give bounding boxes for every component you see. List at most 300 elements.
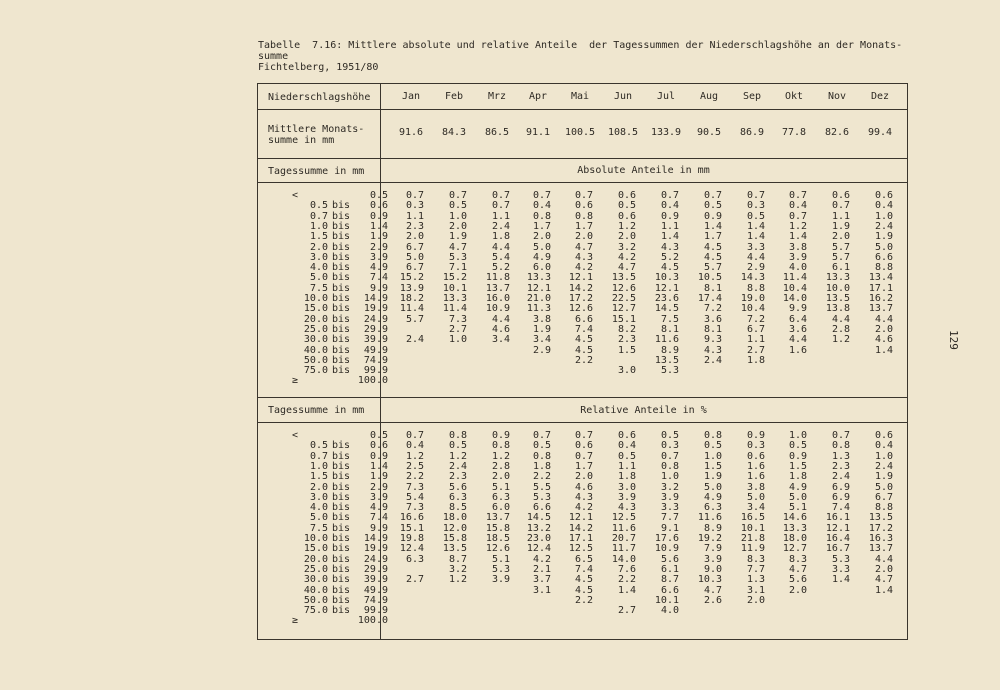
absolute-value: 4.4 — [491, 241, 510, 253]
absolute-value: 1.5 — [617, 344, 636, 356]
relative-value: 14.0 — [611, 553, 636, 565]
class-lo: 7.5 — [309, 282, 328, 294]
absolute-value: 0.5 — [746, 210, 765, 222]
mean-label: Mittlere Monats- summe in mm — [268, 124, 365, 146]
absolute-value: 13.8 — [825, 303, 850, 315]
class-hi: 7.4 — [369, 272, 388, 284]
absolute-value: 1.8 — [491, 231, 510, 243]
absolute-value: 0.7 — [831, 200, 850, 212]
relative-value: 4.3 — [617, 502, 636, 514]
header-first-col: Niederschlagshöhe — [268, 92, 371, 103]
absolute-value: 5.2 — [491, 262, 510, 274]
precip-class-label — [268, 471, 388, 483]
relative-value: 12.0 — [442, 522, 467, 534]
absolute-value: 0.4 — [874, 200, 893, 212]
class-hi: 24.9 — [363, 553, 388, 565]
month-header: Sep — [742, 91, 762, 102]
class-hi: 4.9 — [369, 262, 388, 274]
class-lo: 0.7 — [309, 450, 328, 462]
absolute-value: 2.0 — [405, 231, 424, 243]
absolute-value: 13.7 — [868, 303, 893, 315]
absolute-value: 5.0 — [405, 251, 424, 263]
relative-value: 5.6 — [448, 481, 467, 493]
class-bis: bis — [331, 460, 351, 472]
absolute-value: 14.5 — [654, 303, 679, 315]
relative-value: 2.5 — [405, 460, 424, 472]
relative-value: 0.5 — [660, 430, 679, 441]
absolute-value: 7.2 — [746, 313, 765, 325]
absolute-value: 8.2 — [617, 323, 636, 335]
class-lo: 15.0 — [303, 303, 328, 315]
relative-value: 6.9 — [831, 491, 850, 503]
class-bis: bis — [331, 220, 351, 232]
relative-value: 4.2 — [574, 502, 593, 514]
absolute-value: 12.6 — [568, 303, 593, 315]
relative-value: 13.5 — [442, 543, 467, 555]
relative-value: 1.3 — [831, 450, 850, 462]
absolute-value: 0.5 — [448, 200, 467, 212]
class-op: < — [291, 430, 298, 441]
absolute-value: 1.9 — [532, 323, 551, 335]
absolute-value: 13.3 — [442, 293, 467, 304]
relative-value: 13.5 — [868, 512, 893, 524]
mean-value: 91.1 — [525, 127, 551, 138]
relative-value: 0.8 — [660, 460, 679, 472]
absolute-value: 13.7 — [485, 282, 510, 294]
relative-value: 16.6 — [399, 512, 424, 524]
class-bis: bis — [331, 605, 351, 617]
relative-value: 4.9 — [788, 481, 807, 493]
class-hi: 39.9 — [363, 334, 388, 346]
absolute-value: 19.0 — [740, 293, 765, 304]
relative-value: 4.5 — [574, 574, 593, 586]
absolute-value: 0.9 — [660, 210, 679, 222]
row-divider — [258, 109, 907, 110]
absolute-value: 1.8 — [746, 354, 765, 366]
relative-col-label: Tagessumme in mm — [268, 405, 365, 416]
relative-value: 2.0 — [746, 594, 765, 606]
class-hi: 1.4 — [369, 460, 388, 472]
absolute-value: 1.0 — [448, 210, 467, 222]
relative-value: 3.0 — [617, 481, 636, 493]
mean-value: 86.5 — [484, 127, 510, 138]
absolute-value: 0.5 — [617, 200, 636, 212]
class-bis: bis — [331, 323, 351, 335]
relative-value: 1.1 — [617, 460, 636, 472]
relative-value: 6.3 — [491, 491, 510, 503]
class-lo: 7.5 — [309, 522, 328, 534]
absolute-value: 11.8 — [485, 272, 510, 284]
class-hi: 2.9 — [369, 481, 388, 493]
relative-value: 16.3 — [868, 533, 893, 544]
class-hi: 49.9 — [363, 344, 388, 356]
class-bis: bis — [331, 481, 351, 493]
absolute-value: 6.7 — [405, 241, 424, 253]
absolute-value: 0.7 — [788, 190, 807, 201]
absolute-value: 5.7 — [405, 313, 424, 325]
absolute-value: 5.7 — [703, 262, 722, 274]
relative-value: 12.7 — [782, 543, 807, 555]
class-bis: bis — [331, 440, 351, 452]
relative-value: 10.9 — [654, 543, 679, 555]
relative-value: 3.8 — [746, 481, 765, 493]
relative-value: 2.3 — [831, 460, 850, 472]
class-bis: bis — [331, 262, 351, 274]
class-bis: bis — [331, 251, 351, 263]
class-lo: 25.0 — [303, 323, 328, 335]
relative-value: 0.9 — [788, 450, 807, 462]
absolute-value: 0.4 — [660, 200, 679, 212]
relative-value: 3.9 — [491, 574, 510, 586]
relative-value: 13.2 — [526, 522, 551, 534]
relative-value: 10.1 — [654, 594, 679, 606]
relative-value: 2.8 — [491, 460, 510, 472]
relative-value: 0.6 — [746, 450, 765, 462]
relative-value: 0.8 — [703, 430, 722, 441]
absolute-value: 1.7 — [532, 220, 551, 232]
relative-value: 12.5 — [568, 543, 593, 555]
absolute-value: 11.4 — [399, 303, 424, 315]
relative-value: 1.8 — [617, 471, 636, 483]
absolute-value: 14.0 — [782, 293, 807, 304]
absolute-value: 9.9 — [788, 303, 807, 315]
class-hi: 2.9 — [369, 241, 388, 253]
relative-value: 0.8 — [532, 450, 551, 462]
row-divider — [258, 397, 907, 398]
relative-value: 14.2 — [568, 522, 593, 534]
class-lo: 5.0 — [309, 512, 328, 524]
relative-value: 5.4 — [405, 491, 424, 503]
relative-value: 5.5 — [532, 481, 551, 493]
relative-value: 2.7 — [405, 574, 424, 586]
absolute-value: 0.6 — [617, 210, 636, 222]
class-lo: 3.0 — [309, 251, 328, 263]
absolute-value: 10.5 — [697, 272, 722, 284]
relative-value: 7.6 — [617, 563, 636, 575]
class-lo: 20.0 — [303, 313, 328, 325]
mean-value: 90.5 — [696, 127, 722, 138]
absolute-value: 1.7 — [574, 220, 593, 232]
absolute-value: 5.7 — [831, 241, 850, 253]
class-bis: bis — [331, 594, 351, 606]
class-hi: 24.9 — [363, 313, 388, 325]
relative-value: 1.5 — [703, 460, 722, 472]
relative-value: 7.3 — [405, 502, 424, 514]
relative-value: 20.7 — [611, 533, 636, 544]
absolute-value: 2.9 — [746, 262, 765, 274]
class-hi: 7.4 — [369, 512, 388, 524]
absolute-value: 1.0 — [448, 334, 467, 346]
class-hi: 4.9 — [369, 502, 388, 514]
relative-value: 19.8 — [399, 533, 424, 544]
relative-value: 0.5 — [532, 440, 551, 452]
relative-value: 1.7 — [574, 460, 593, 472]
relative-value: 1.2 — [405, 450, 424, 462]
relative-value: 0.4 — [617, 440, 636, 452]
month-header: Feb — [444, 91, 464, 102]
absolute-value: 4.0 — [788, 262, 807, 274]
relative-value: 5.3 — [831, 553, 850, 565]
absolute-value: 0.7 — [405, 190, 424, 201]
absolute-value: 4.5 — [574, 344, 593, 356]
absolute-value: 7.2 — [703, 303, 722, 315]
absolute-value: 1.1 — [831, 210, 850, 222]
relative-value: 2.3 — [448, 471, 467, 483]
absolute-col-label: Tagessumme in mm — [268, 166, 365, 177]
absolute-value: 3.2 — [617, 241, 636, 253]
relative-value: 12.5 — [611, 512, 636, 524]
absolute-value: 11.3 — [526, 303, 551, 315]
mean-value: 82.6 — [824, 127, 850, 138]
relative-value: 0.7 — [574, 430, 593, 441]
relative-value: 1.2 — [491, 450, 510, 462]
absolute-value: 0.7 — [448, 190, 467, 201]
relative-value: 1.9 — [703, 471, 722, 483]
relative-value: 1.2 — [448, 450, 467, 462]
relative-value: 5.0 — [788, 491, 807, 503]
relative-value: 2.2 — [405, 471, 424, 483]
relative-value: 12.1 — [568, 512, 593, 524]
relative-value: 6.7 — [874, 491, 893, 503]
relative-value: 5.0 — [874, 481, 893, 493]
relative-value: 18.0 — [782, 533, 807, 544]
absolute-value: 12.1 — [526, 282, 551, 294]
absolute-value: 4.5 — [660, 262, 679, 274]
row-divider — [258, 158, 907, 159]
relative-value: 1.0 — [874, 450, 893, 462]
relative-value: 0.6 — [874, 430, 893, 441]
relative-section-title: Relative Anteile in % — [580, 405, 707, 416]
relative-value: 7.7 — [660, 512, 679, 524]
absolute-value: 4.4 — [788, 334, 807, 346]
absolute-value: 0.5 — [703, 200, 722, 212]
relative-value: 1.4 — [831, 574, 850, 586]
relative-value: 1.8 — [532, 460, 551, 472]
absolute-value: 1.4 — [746, 231, 765, 243]
relative-value: 2.2 — [574, 594, 593, 606]
relative-value: 2.4 — [831, 471, 850, 483]
absolute-value: 2.0 — [532, 231, 551, 243]
class-lo: 1.0 — [309, 220, 328, 232]
absolute-value: 23.6 — [654, 293, 679, 304]
class-bis: bis — [331, 553, 351, 565]
relative-value: 12.6 — [485, 543, 510, 555]
absolute-value: 4.5 — [703, 251, 722, 263]
relative-value: 5.1 — [491, 481, 510, 493]
absolute-value: 5.4 — [491, 251, 510, 263]
absolute-value: 12.1 — [568, 272, 593, 284]
relative-value: 0.7 — [831, 430, 850, 441]
absolute-value: 4.9 — [532, 251, 551, 263]
relative-value: 6.3 — [448, 491, 467, 503]
relative-value: 1.6 — [746, 471, 765, 483]
relative-value: 3.2 — [448, 563, 467, 575]
relative-value: 1.5 — [788, 460, 807, 472]
absolute-value: 1.4 — [874, 344, 893, 356]
relative-value: 23.0 — [526, 533, 551, 544]
relative-value: 0.7 — [574, 450, 593, 462]
class-hi: 0.9 — [369, 450, 388, 462]
absolute-value: 3.8 — [788, 241, 807, 253]
relative-value: 14.6 — [782, 512, 807, 524]
relative-value: 2.1 — [532, 563, 551, 575]
relative-value: 13.7 — [485, 512, 510, 524]
class-lo: 15.0 — [303, 543, 328, 555]
absolute-value: 13.5 — [825, 293, 850, 304]
relative-value: 4.7 — [788, 563, 807, 575]
class-lo: 10.0 — [303, 533, 328, 544]
absolute-value: 4.3 — [660, 241, 679, 253]
relative-value: 3.1 — [746, 584, 765, 596]
class-lo: 1.5 — [309, 471, 328, 483]
class-lo: 0.5 — [309, 200, 328, 212]
relative-value: 19.2 — [697, 533, 722, 544]
relative-value: 13.3 — [782, 522, 807, 534]
relative-value: 11.6 — [611, 522, 636, 534]
absolute-value: 4.4 — [874, 313, 893, 325]
absolute-value: 13.3 — [825, 272, 850, 284]
class-bis: bis — [331, 313, 351, 325]
relative-value: 0.4 — [874, 440, 893, 452]
relative-value: 1.9 — [874, 471, 893, 483]
absolute-value: 15.2 — [399, 272, 424, 284]
relative-value: 2.2 — [617, 574, 636, 586]
class-lo: 0.5 — [309, 440, 328, 452]
absolute-value: 6.4 — [788, 313, 807, 325]
absolute-value: 1.1 — [746, 334, 765, 346]
month-header: Okt — [784, 91, 804, 102]
relative-value: 4.0 — [660, 605, 679, 617]
absolute-value: 0.7 — [491, 200, 510, 212]
relative-value: 0.5 — [448, 440, 467, 452]
absolute-value: 0.7 — [532, 190, 551, 201]
month-header: Dez — [870, 91, 890, 102]
class-bis: bis — [331, 272, 351, 284]
absolute-value: 4.6 — [874, 334, 893, 346]
relative-value: 16.1 — [825, 512, 850, 524]
absolute-value: 2.2 — [574, 354, 593, 366]
class-bis: bis — [331, 471, 351, 483]
relative-value: 7.4 — [574, 563, 593, 575]
absolute-value: 3.8 — [532, 313, 551, 325]
relative-value: 18.5 — [485, 533, 510, 544]
relative-value: 0.7 — [660, 450, 679, 462]
class-lo: 3.0 — [309, 491, 328, 503]
class-bis: bis — [331, 293, 351, 304]
class-bis: bis — [331, 200, 351, 212]
relative-value: 5.6 — [660, 553, 679, 565]
relative-value: 6.1 — [660, 563, 679, 575]
class-hi: 9.9 — [369, 282, 388, 294]
precip-class-label — [268, 605, 388, 617]
absolute-value: 2.7 — [746, 344, 765, 356]
absolute-value: 2.0 — [831, 231, 850, 243]
relative-value: 21.8 — [740, 533, 765, 544]
absolute-section-title: Absolute Anteile in mm — [577, 165, 710, 176]
relative-value: 0.5 — [617, 450, 636, 462]
class-bis: bis — [331, 334, 351, 346]
class-lo: 20.0 — [303, 553, 328, 565]
class-hi: 1.4 — [369, 220, 388, 232]
class-hi: 9.9 — [369, 522, 388, 534]
relative-value: 8.5 — [448, 502, 467, 514]
relative-value: 0.5 — [788, 440, 807, 452]
absolute-value: 5.7 — [831, 251, 850, 263]
class-hi: 1.9 — [369, 471, 388, 483]
relative-value: 15.8 — [442, 533, 467, 544]
absolute-value: 14.3 — [740, 272, 765, 284]
relative-value: 3.9 — [660, 491, 679, 503]
absolute-value: 0.3 — [405, 200, 424, 212]
absolute-value: 5.3 — [660, 365, 679, 377]
data-table — [257, 83, 908, 640]
relative-value: 2.2 — [532, 471, 551, 483]
relative-value: 8.3 — [746, 553, 765, 565]
absolute-value: 10.4 — [740, 303, 765, 315]
absolute-value: 13.5 — [611, 272, 636, 284]
relative-value: 3.3 — [831, 563, 850, 575]
precip-class-label — [268, 231, 388, 243]
class-hi: 14.9 — [363, 293, 388, 304]
relative-value: 11.9 — [740, 543, 765, 555]
absolute-value: 12.7 — [611, 303, 636, 315]
mean-value: 77.8 — [781, 127, 807, 138]
relative-value: 11.6 — [697, 512, 722, 524]
absolute-value: 22.5 — [611, 293, 636, 304]
class-hi: 49.9 — [363, 584, 388, 596]
relative-value: 0.7 — [405, 430, 424, 441]
absolute-value: 4.4 — [491, 313, 510, 325]
absolute-value: 9.3 — [703, 334, 722, 346]
absolute-value: 11.4 — [442, 303, 467, 315]
relative-value: 15.8 — [485, 522, 510, 534]
relative-value: 6.9 — [831, 481, 850, 493]
class-lo: 50.0 — [303, 594, 328, 606]
absolute-value: 3.6 — [703, 313, 722, 325]
class-bis: bis — [331, 365, 351, 377]
relative-value: 13.7 — [868, 543, 893, 555]
relative-value: 4.2 — [532, 553, 551, 565]
precip-class-label — [268, 615, 388, 627]
absolute-value: 10.9 — [485, 303, 510, 315]
relative-value: 8.9 — [703, 522, 722, 534]
class-lo: 40.0 — [303, 584, 328, 596]
relative-value: 7.7 — [746, 563, 765, 575]
absolute-value: 13.4 — [868, 272, 893, 284]
relative-value: 9.0 — [703, 563, 722, 575]
relative-value: 2.4 — [448, 460, 467, 472]
absolute-value: 10.4 — [782, 282, 807, 294]
absolute-value: 4.3 — [574, 251, 593, 263]
absolute-value: 0.7 — [788, 210, 807, 222]
absolute-value: 4.7 — [617, 262, 636, 274]
class-hi: 0.9 — [369, 210, 388, 222]
absolute-value: 1.6 — [788, 344, 807, 356]
relative-value: 15.1 — [399, 522, 424, 534]
class-bis: bis — [331, 543, 351, 555]
month-header: Jan — [401, 91, 421, 102]
class-hi: 0.6 — [369, 200, 388, 212]
relative-value: 2.0 — [788, 584, 807, 596]
absolute-value: 2.4 — [405, 334, 424, 346]
absolute-value: 6.6 — [874, 251, 893, 263]
absolute-value: 7.5 — [660, 313, 679, 325]
class-lo: 2.0 — [309, 481, 328, 493]
class-bis: bis — [331, 303, 351, 315]
relative-value: 4.7 — [703, 584, 722, 596]
absolute-value: 17.1 — [868, 282, 893, 294]
absolute-value: 4.7 — [448, 241, 467, 253]
